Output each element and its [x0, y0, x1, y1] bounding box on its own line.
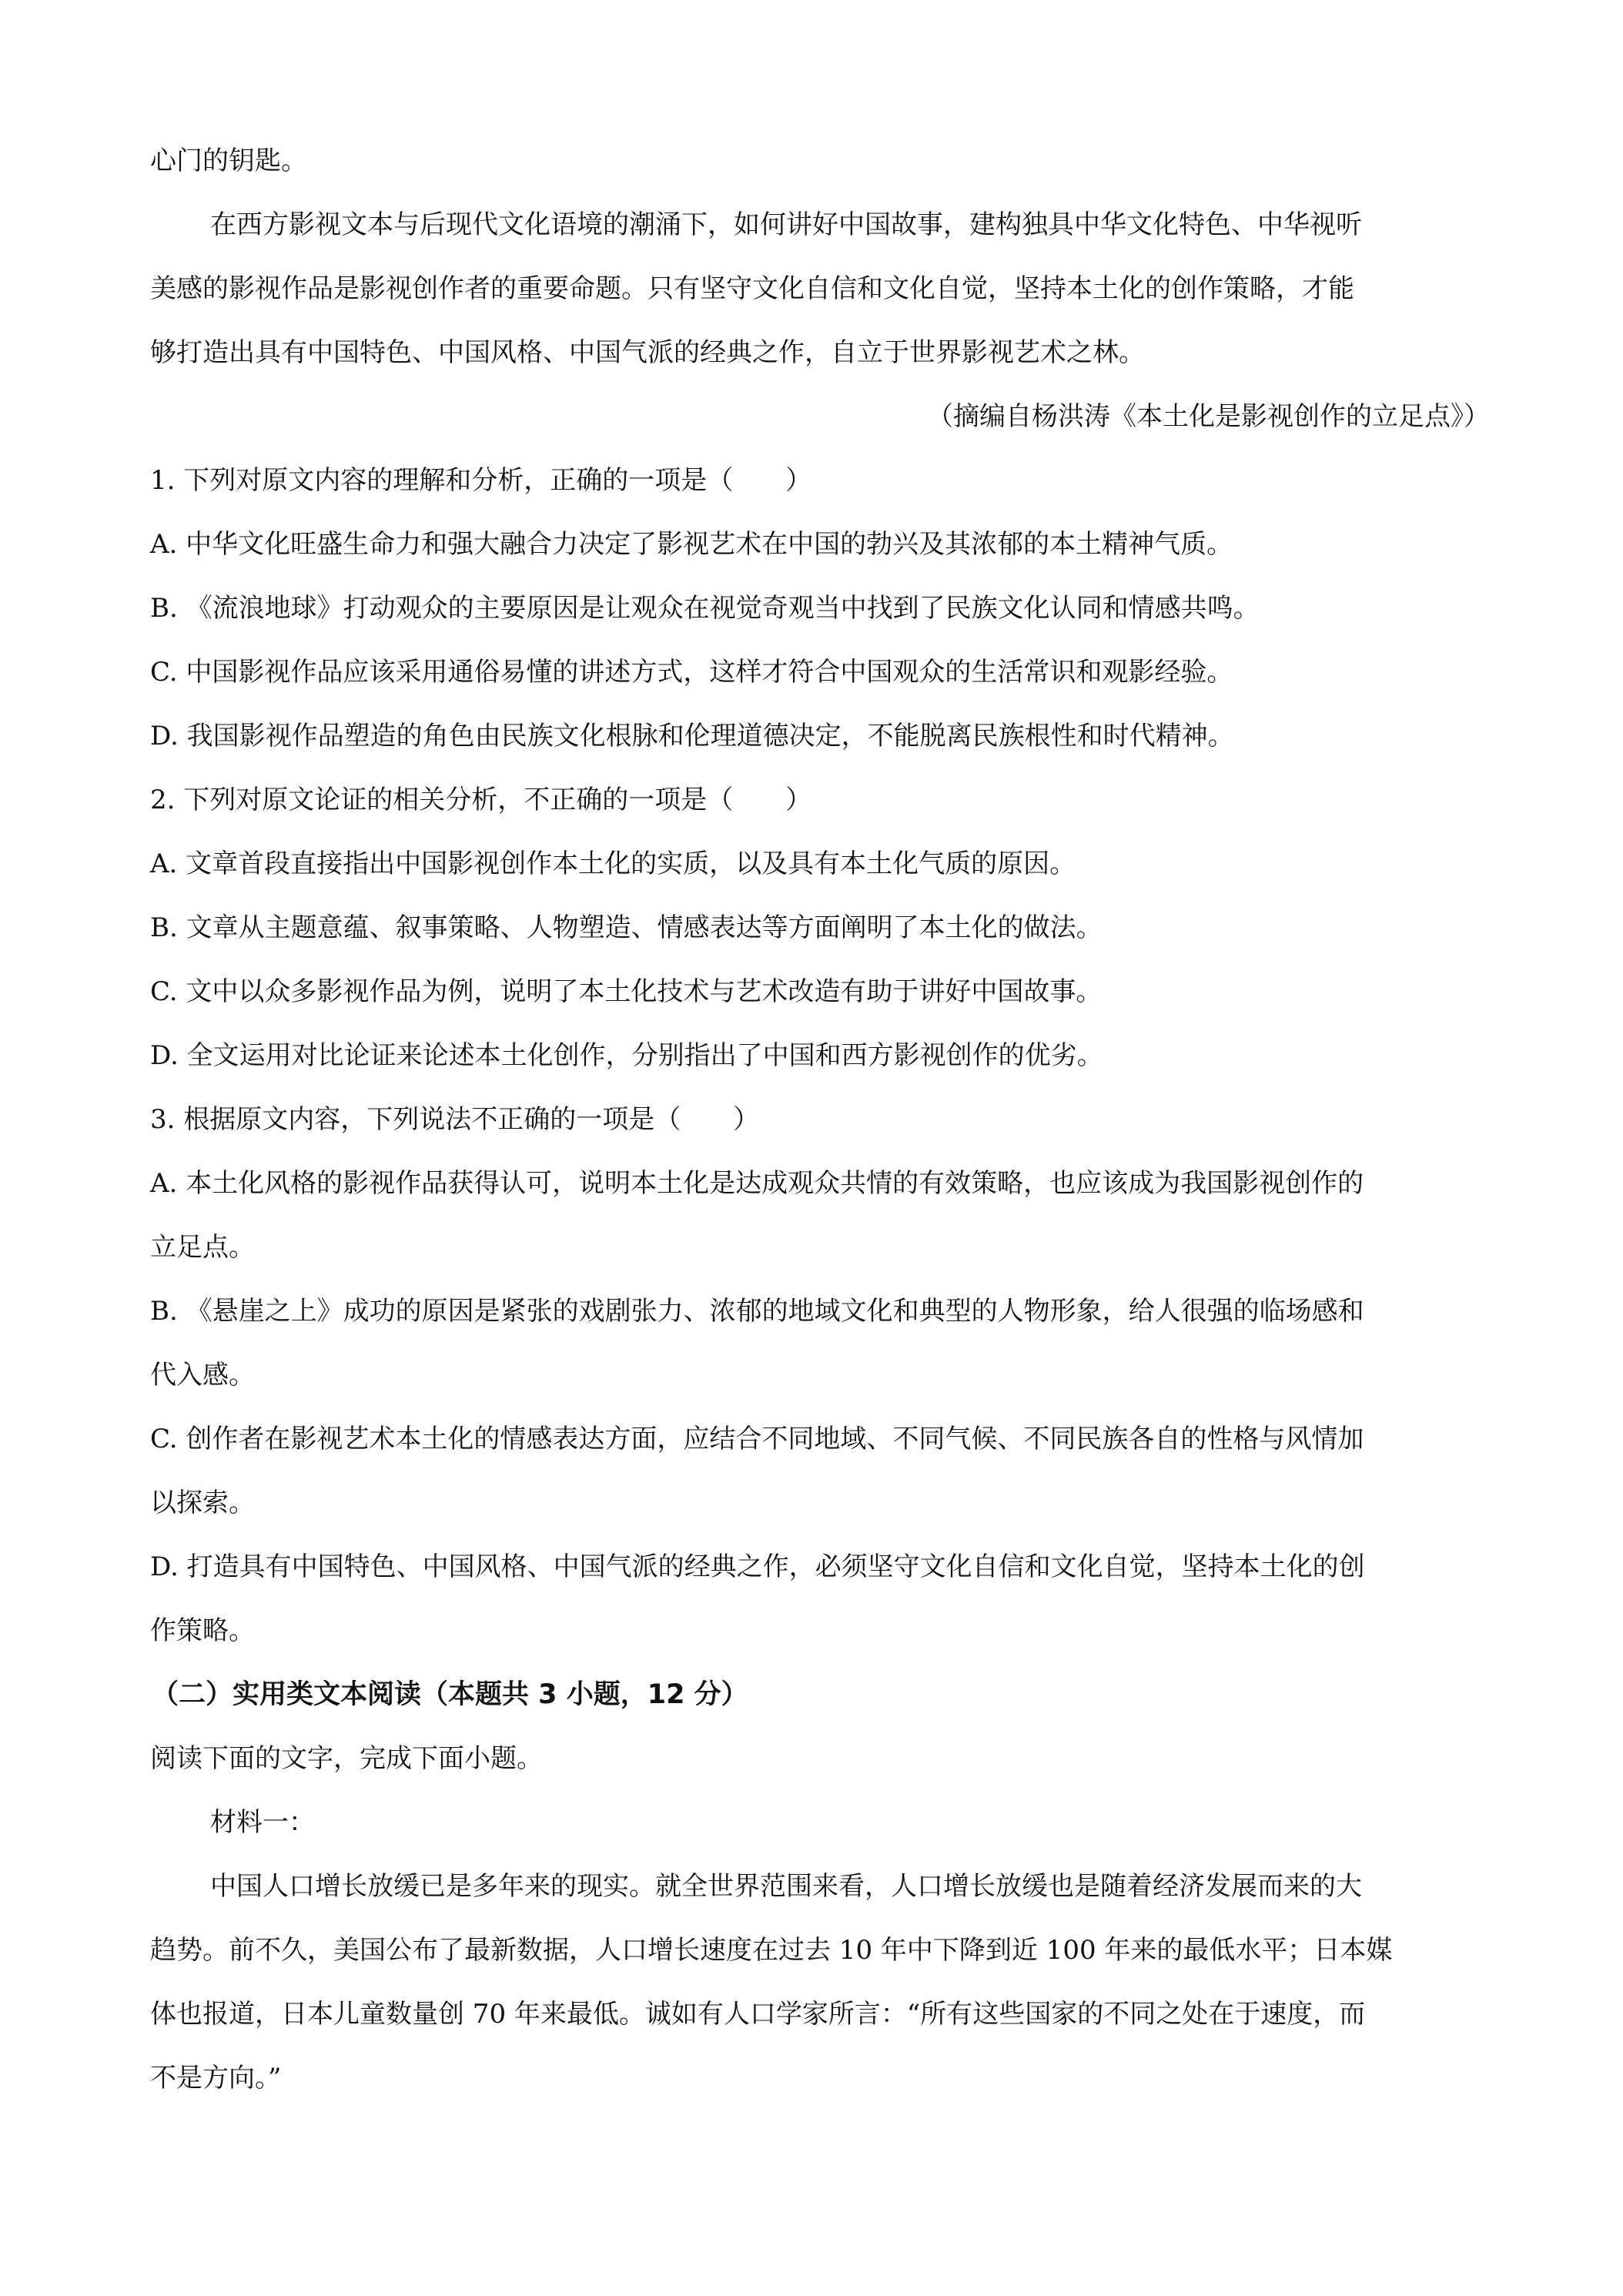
- option-c: C. 文中以众多影视作品为例，说明了本土化技术与艺术改造有助于讲好中国故事。: [150, 976, 1103, 1007]
- option-d: D. 打造具有中国特色、中国风格、中国气派的经典之作，必须坚守文化自信和文化自觉，坚持本土化的创: [150, 1551, 1365, 1582]
- question-stem: 2. 下列对原文论证的相关分析，不正确的一项是（ ）: [150, 785, 812, 815]
- option-c: C. 创作者在影视艺术本土化的情感表达方面，应结合不同地域、不同气候、不同民族各自的性格与风情加: [150, 1424, 1364, 1454]
- option-c-continued: 以探索。: [150, 1488, 255, 1518]
- option-a: A. 中华文化旺盛生命力和强大融合力决定了影视艺术在中国的勃兴及其浓郁的本土精神气质。: [150, 529, 1233, 560]
- passage-paragraph-line: 够打造出具有中国特色、中国风格、中国气派的经典之作，自立于世界影视艺术之林。: [150, 337, 1145, 368]
- option-b: B. 《流浪地球》打动观众的主要原因是让观众在视觉奇观当中找到了民族文化认同和情感共鸣。: [150, 593, 1260, 624]
- section-heading: （二）实用类文本阅读（本题共 3 小题，12 分）: [152, 1679, 748, 1710]
- option-c: C. 中国影视作品应该采用通俗易懂的讲述方式，这样才符合中国观众的生活常识和观影经验。: [150, 657, 1233, 688]
- material-line: 趋势。前不久，美国公布了最新数据，人口增长速度在过去 10 年中下降到近 100 年来的最低水平；日本媒: [150, 1935, 1393, 1966]
- question-1: [150, 449, 1490, 768]
- question-stem: 1. 下列对原文内容的理解和分析，正确的一项是（ ）: [150, 465, 812, 496]
- question-3: [150, 1088, 1490, 1663]
- document-page: [150, 129, 1490, 2110]
- option-a-continued: 立足点。: [150, 1232, 255, 1263]
- material-paragraph: [150, 1855, 1490, 2110]
- material-line: 中国人口增长放缓已是多年来的现实。就全世界范围来看，人口增长放缓也是随着经济发展而来的大: [210, 1871, 1362, 1902]
- passage-source-citation: （摘编自杨洪涛《本土化是影视创作的立足点》）: [927, 401, 1490, 432]
- passage-final-paragraph: [150, 193, 1490, 385]
- option-d-continued: 作策略。: [150, 1615, 255, 1646]
- question-stem: 3. 根据原文内容，下列说法不正确的一项是（ ）: [150, 1104, 760, 1135]
- option-d: D. 全文运用对比论证来论述本土化创作，分别指出了中国和西方影视创作的优劣。: [150, 1040, 1103, 1071]
- question-2: [150, 768, 1490, 1088]
- material-line: 不是方向。”: [150, 2063, 282, 2094]
- option-b-continued: 代入感。: [150, 1360, 255, 1391]
- option-d: D. 我国影视作品塑造的角色由民族文化根脉和伦理道德决定，不能脱离民族根性和时代精神。: [150, 721, 1234, 751]
- option-a: A. 本土化风格的影视作品获得认可，说明本土化是达成观众共情的有效策略，也应该成为我国影视创作的: [150, 1168, 1364, 1199]
- passage-continuation-line: 心门的钥匙。: [150, 146, 307, 176]
- material-line: 体也报道，日本儿童数量创 70 年来最低。诚如有人口学家所言：“所有这些国家的不同之处在于速度，而: [150, 1999, 1366, 2030]
- option-b: B. 《悬崖之上》成功的原因是紧张的戏剧张力、浓郁的地域文化和典型的人物形象，给人很强的临场感和: [150, 1296, 1364, 1327]
- material-label: 材料一：: [210, 1807, 315, 1838]
- section-instruction: 阅读下面的文字，完成下面小题。: [150, 1743, 543, 1774]
- passage-paragraph-line: 在西方影视文本与后现代文化语境的潮涌下，如何讲好中国故事，建构独具中华文化特色、中华视听: [210, 209, 1362, 240]
- passage-paragraph-line: 美感的影视作品是影视创作者的重要命题。只有坚守文化自信和文化自觉，坚持本土化的创作策略，才能: [150, 273, 1354, 304]
- option-b: B. 文章从主题意蕴、叙事策略、人物塑造、情感表达等方面阐明了本土化的做法。: [150, 912, 1103, 943]
- option-a: A. 文章首段直接指出中国影视创作本土化的实质，以及具有本土化气质的原因。: [150, 848, 1076, 879]
